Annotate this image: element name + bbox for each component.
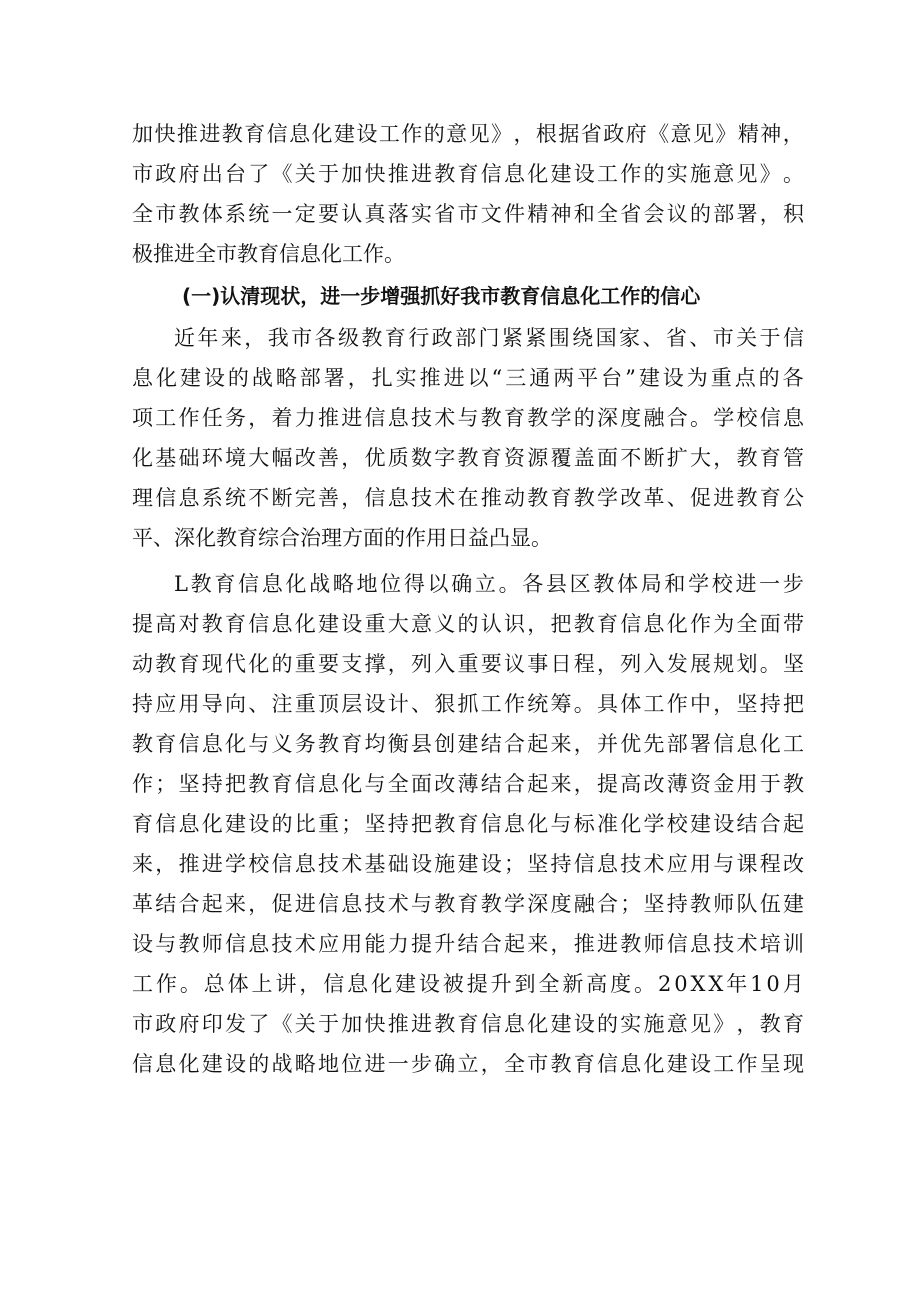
text-line: 市 政 府 出 台 了 《 关 于 加 快 推 进 教 育 信 息 化 建 设 工 作 的 实 施 意 见 》 。 [132,162,804,186]
text-line: 化 基 础 环 境 大 幅 改 善 ， 优 质 数 字 教 育 资 源 覆 盖 面 不 断 扩 大 ， 教 育 管 [132,446,804,470]
text-line: 项 工 作 任 务 ， 着 力 推 进 信 息 技 术 与 教 育 教 学 的 深 度 融 合 。 学 校 信 息 [132,406,804,430]
text-line: 提 高 对 教 育 信 息 化 建 设 重 大 意 义 的 认 识 ， 把 教 育 信 息 化 作 为 全 面 带 [132,612,804,636]
text-line: L 教 育 信 息 化 战 略 地 位 得 以 确 立 。 各 县 区 教 体 局 和 学 校 进 一 步 [174,572,804,596]
text-line: 来 ， 推 进 学 校 信 息 技 术 基 础 设 施 建 设 ； 坚 持 信 息 技 术 应 用 与 课 程 改 [132,852,804,876]
text-line: 动 教 育 现 代 化 的 重 要 支 撑 ， 列 入 重 要 议 事 日 程 ， 列 入 发 展 规 划 。 坚 [132,652,804,676]
section-heading: (一)认清现状，进一步增强抓好我市教育信息化工作的信心 [182,284,701,308]
text-line: 极推进全市教育信息化工作。 [132,242,405,266]
text-line: 设 与 教 师 信 息 技 术 应 用 能 力 提 升 结 合 起 来 ， 推 进 教 师 信 息 技 术 培 训 [132,932,804,956]
paragraph-recent-years [132,318,804,558]
text-line: 持 应 用 导 向 、 注 重 顶 层 设 计 、 狠 抓 工 作 统 筹 。 具 体 工 作 中 ， 坚 持 把 [132,692,804,716]
text-line: 近 年 来 ， 我 市 各 级 教 育 行 政 部 门 紧 紧 围 绕 国 家 、 省 、 市 关 于 信 [174,326,804,350]
text-line: 信 息 化 建 设 的 战 略 地 位 进 一 步 确 立 ， 全 市 教 育 信 息 化 建 设 工 作 呈 现 [132,1052,804,1076]
text-line: 工 作 。 总 体 上 讲 ， 信 息 化 建 设 被 提 升 到 全 新 高 度 。 2 0 X X 年 1 0 月 [132,972,804,996]
text-line: 全 市 教 体 系 统 一 定 要 认 真 落 实 省 市 文 件 精 神 和 全 省 会 议 的 部 署 ， 积 [132,202,804,226]
text-line: 革 结 合 起 来 ， 促 进 信 息 技 术 与 教 育 教 学 深 度 融 合 ； 坚 持 教 师 队 伍 建 [132,892,804,916]
text-line: 市 政 府 印 发 了 《 关 于 加 快 推 进 教 育 信 息 化 建 设 的 实 施 意 见 》 ， 教 育 [132,1012,804,1036]
paragraph-strategic-status [132,564,804,1084]
text-line: 育 信 息 化 建 设 的 比 重 ； 坚 持 把 教 育 信 息 化 与 标 准 化 学 校 建 设 结 合 起 [132,812,804,836]
text-line: 加 快 推 进 教 育 信 息 化 建 设 工 作 的 意 见 》 ， 根 据 省 政 府 《 意 见 》 精 神 ， [132,122,804,146]
intro-paragraph [132,114,804,274]
text-line: 平、深化教育综合治理方面的作用日益凸显。 [132,526,552,550]
text-line: 教 育 信 息 化 与 义 务 教 育 均 衡 县 创 建 结 合 起 来 ， 并 优 先 部 署 信 息 化 工 [132,732,804,756]
text-line: 作 ； 坚 持 把 教 育 信 息 化 与 全 面 改 薄 结 合 起 来 ， 提 高 改 薄 资 金 用 于 教 [132,772,804,796]
text-line: 理 信 息 系 统 不 断 完 善 ， 信 息 技 术 在 推 动 教 育 教 学 改 革 、 促 进 教 育 公 [132,486,804,510]
text-line: 息 化 建 设 的 战 略 部 署 ， 扎 实 推 进 以 “ 三 通 两 平 台 ” 建 设 为 重 点 的 各 [132,366,804,390]
document-page [132,114,804,1084]
